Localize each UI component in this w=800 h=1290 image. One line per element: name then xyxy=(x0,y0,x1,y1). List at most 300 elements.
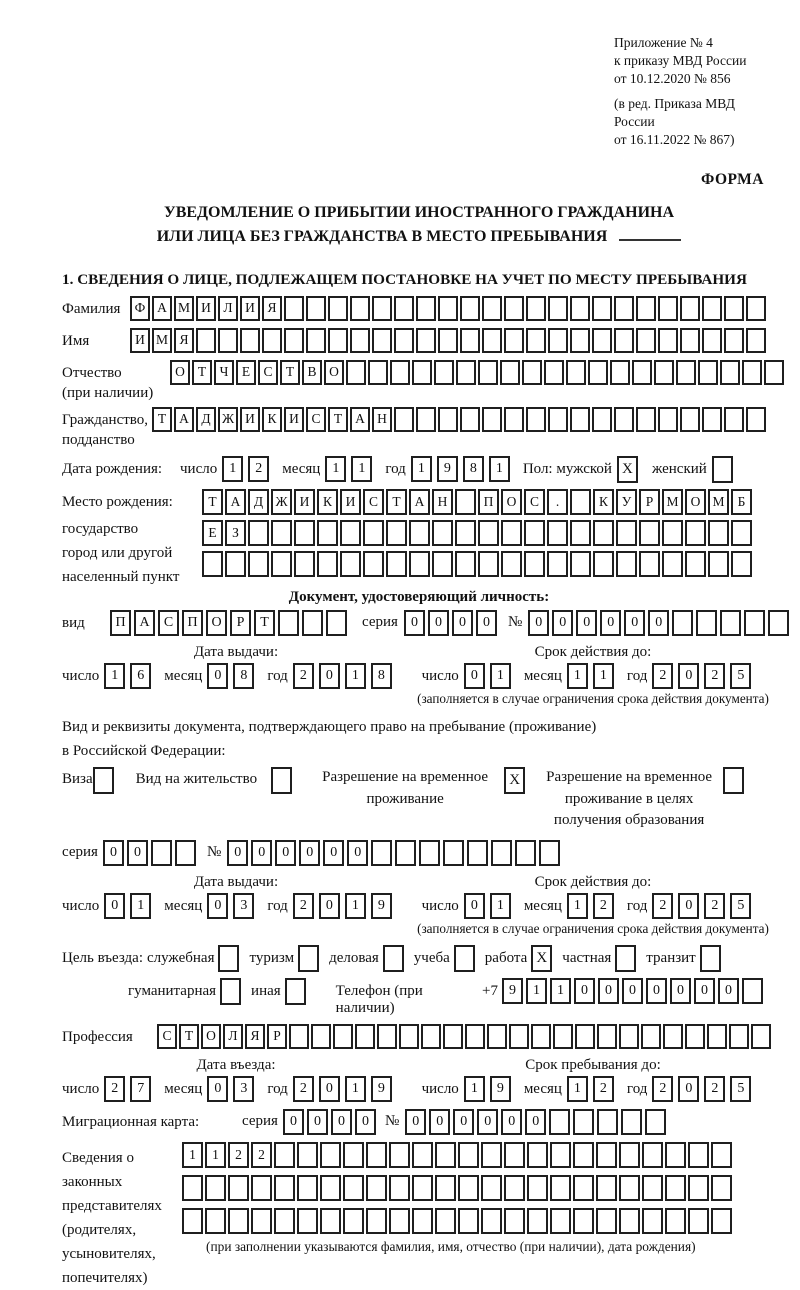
char-box[interactable]: Ч xyxy=(214,360,234,385)
char-box[interactable]: 1 xyxy=(526,978,547,1004)
char-box[interactable]: С xyxy=(363,489,384,515)
checkbox-cell[interactable] xyxy=(700,945,721,972)
char-box[interactable]: К xyxy=(593,489,614,515)
char-box[interactable] xyxy=(355,1024,375,1049)
char-box[interactable] xyxy=(443,1024,463,1049)
char-box[interactable]: 0 xyxy=(525,1109,546,1135)
char-box[interactable] xyxy=(416,407,436,432)
char-box[interactable]: 0 xyxy=(299,840,320,866)
char-box[interactable] xyxy=(636,328,656,353)
char-box[interactable]: 0 xyxy=(251,840,272,866)
char-box[interactable] xyxy=(460,328,480,353)
char-box[interactable] xyxy=(524,551,545,577)
char-box[interactable]: . xyxy=(547,489,568,515)
char-box[interactable] xyxy=(702,328,722,353)
char-box[interactable]: 1 xyxy=(345,893,366,919)
char-box[interactable] xyxy=(742,360,762,385)
char-box[interactable]: 2 xyxy=(704,1076,725,1102)
char-box[interactable] xyxy=(658,296,678,321)
char-box[interactable] xyxy=(639,551,660,577)
char-box[interactable] xyxy=(350,296,370,321)
char-box[interactable]: З xyxy=(225,520,246,546)
char-box[interactable] xyxy=(366,1175,387,1201)
char-box[interactable] xyxy=(570,520,591,546)
char-box[interactable]: 9 xyxy=(371,893,392,919)
char-box[interactable] xyxy=(509,1024,529,1049)
char-box[interactable] xyxy=(662,520,683,546)
char-box[interactable] xyxy=(592,328,612,353)
char-box[interactable]: 0 xyxy=(648,610,669,636)
char-box[interactable] xyxy=(746,296,766,321)
char-box[interactable]: 1 xyxy=(325,456,346,482)
char-box[interactable] xyxy=(632,360,652,385)
char-box[interactable] xyxy=(592,296,612,321)
char-box[interactable]: Т xyxy=(152,407,172,432)
char-box[interactable]: 0 xyxy=(104,893,125,919)
char-box[interactable] xyxy=(274,1175,295,1201)
checkbox-cell[interactable] xyxy=(383,945,404,972)
char-box[interactable] xyxy=(729,1024,749,1049)
char-box[interactable] xyxy=(491,840,512,866)
char-box[interactable] xyxy=(680,407,700,432)
char-box[interactable] xyxy=(680,296,700,321)
char-box[interactable] xyxy=(317,551,338,577)
char-box[interactable]: 1 xyxy=(222,456,243,482)
char-box[interactable] xyxy=(688,1142,709,1168)
char-box[interactable] xyxy=(544,360,564,385)
char-box[interactable]: 1 xyxy=(550,978,571,1004)
char-box[interactable] xyxy=(409,551,430,577)
char-box[interactable]: 0 xyxy=(429,1109,450,1135)
char-box[interactable] xyxy=(228,1208,249,1234)
char-box[interactable]: 0 xyxy=(678,663,699,689)
char-box[interactable]: Т xyxy=(202,489,223,515)
char-box[interactable]: 1 xyxy=(567,1076,588,1102)
char-box[interactable]: 0 xyxy=(355,1109,376,1135)
char-box[interactable] xyxy=(658,407,678,432)
char-box[interactable] xyxy=(619,1208,640,1234)
char-box[interactable] xyxy=(297,1142,318,1168)
char-box[interactable] xyxy=(456,360,476,385)
char-box[interactable]: 2 xyxy=(293,663,314,689)
char-box[interactable] xyxy=(566,360,586,385)
char-box[interactable]: И xyxy=(294,489,315,515)
char-box[interactable] xyxy=(151,840,172,866)
char-box[interactable]: М xyxy=(708,489,729,515)
char-box[interactable]: 2 xyxy=(652,893,673,919)
char-box[interactable] xyxy=(458,1142,479,1168)
char-box[interactable] xyxy=(614,328,634,353)
char-box[interactable]: 0 xyxy=(552,610,573,636)
char-box[interactable]: 2 xyxy=(593,1076,614,1102)
char-box[interactable]: 2 xyxy=(248,456,269,482)
char-box[interactable] xyxy=(614,407,634,432)
char-box[interactable] xyxy=(297,1175,318,1201)
char-box[interactable] xyxy=(688,1175,709,1201)
char-box[interactable] xyxy=(416,296,436,321)
char-box[interactable]: М xyxy=(174,296,194,321)
char-box[interactable] xyxy=(481,1175,502,1201)
char-box[interactable]: 9 xyxy=(490,1076,511,1102)
char-box[interactable]: 0 xyxy=(576,610,597,636)
char-box[interactable] xyxy=(596,1175,617,1201)
char-box[interactable]: 0 xyxy=(207,1076,228,1102)
char-box[interactable] xyxy=(274,1142,295,1168)
char-box[interactable]: 0 xyxy=(207,663,228,689)
char-box[interactable] xyxy=(248,520,269,546)
char-box[interactable]: 0 xyxy=(227,840,248,866)
char-box[interactable] xyxy=(182,1208,203,1234)
char-box[interactable] xyxy=(326,610,347,636)
char-box[interactable] xyxy=(435,1142,456,1168)
char-box[interactable] xyxy=(278,610,299,636)
char-box[interactable] xyxy=(588,360,608,385)
char-box[interactable] xyxy=(665,1175,686,1201)
char-box[interactable] xyxy=(438,296,458,321)
char-box[interactable] xyxy=(549,1109,570,1135)
char-box[interactable] xyxy=(573,1109,594,1135)
char-box[interactable] xyxy=(363,520,384,546)
char-box[interactable] xyxy=(284,296,304,321)
char-box[interactable] xyxy=(240,328,260,353)
char-box[interactable] xyxy=(672,610,693,636)
char-box[interactable] xyxy=(515,840,536,866)
char-box[interactable]: 2 xyxy=(593,893,614,919)
char-box[interactable] xyxy=(522,360,542,385)
char-box[interactable] xyxy=(320,1142,341,1168)
char-box[interactable]: 1 xyxy=(411,456,432,482)
char-box[interactable] xyxy=(742,978,763,1004)
char-box[interactable]: 2 xyxy=(652,663,673,689)
char-box[interactable] xyxy=(478,360,498,385)
char-box[interactable]: А xyxy=(350,407,370,432)
char-box[interactable]: А xyxy=(409,489,430,515)
char-box[interactable]: 1 xyxy=(351,456,372,482)
char-box[interactable]: 2 xyxy=(293,893,314,919)
char-box[interactable] xyxy=(409,520,430,546)
char-box[interactable]: 8 xyxy=(233,663,254,689)
checkbox-cell[interactable]: X xyxy=(617,456,638,483)
char-box[interactable] xyxy=(377,1024,397,1049)
checkbox-cell[interactable] xyxy=(218,945,239,972)
char-box[interactable]: Д xyxy=(196,407,216,432)
char-box[interactable] xyxy=(251,1175,272,1201)
char-box[interactable]: 1 xyxy=(489,456,510,482)
char-box[interactable]: 0 xyxy=(624,610,645,636)
char-box[interactable] xyxy=(395,840,416,866)
char-box[interactable]: 0 xyxy=(501,1109,522,1135)
char-box[interactable] xyxy=(550,1175,571,1201)
char-box[interactable]: С xyxy=(158,610,179,636)
char-box[interactable]: 1 xyxy=(345,1076,366,1102)
char-box[interactable]: 1 xyxy=(130,893,151,919)
char-box[interactable] xyxy=(698,360,718,385)
char-box[interactable] xyxy=(570,296,590,321)
char-box[interactable] xyxy=(460,296,480,321)
char-box[interactable]: 0 xyxy=(127,840,148,866)
char-box[interactable] xyxy=(504,1175,525,1201)
char-box[interactable] xyxy=(363,551,384,577)
char-box[interactable] xyxy=(311,1024,331,1049)
char-box[interactable] xyxy=(548,407,568,432)
char-box[interactable]: 7 xyxy=(130,1076,151,1102)
char-box[interactable] xyxy=(320,1175,341,1201)
char-box[interactable] xyxy=(482,328,502,353)
char-box[interactable]: Ф xyxy=(130,296,150,321)
char-box[interactable] xyxy=(218,328,238,353)
char-box[interactable] xyxy=(302,610,323,636)
char-box[interactable]: Д xyxy=(248,489,269,515)
char-box[interactable] xyxy=(399,1024,419,1049)
char-box[interactable] xyxy=(665,1142,686,1168)
char-box[interactable]: 9 xyxy=(502,978,523,1004)
char-box[interactable] xyxy=(394,296,414,321)
char-box[interactable]: 1 xyxy=(205,1142,226,1168)
char-box[interactable]: А xyxy=(152,296,172,321)
char-box[interactable] xyxy=(711,1142,732,1168)
char-box[interactable] xyxy=(343,1208,364,1234)
char-box[interactable] xyxy=(455,551,476,577)
char-box[interactable] xyxy=(501,551,522,577)
char-box[interactable]: Н xyxy=(432,489,453,515)
char-box[interactable] xyxy=(707,1024,727,1049)
char-box[interactable]: Б xyxy=(731,489,752,515)
char-box[interactable]: 0 xyxy=(347,840,368,866)
char-box[interactable] xyxy=(645,1109,666,1135)
char-box[interactable] xyxy=(443,840,464,866)
char-box[interactable]: Е xyxy=(202,520,223,546)
checkbox-cell[interactable]: X xyxy=(531,945,552,972)
char-box[interactable] xyxy=(680,328,700,353)
char-box[interactable]: Я xyxy=(245,1024,265,1049)
char-box[interactable]: И xyxy=(240,296,260,321)
char-box[interactable]: О xyxy=(685,489,706,515)
char-box[interactable] xyxy=(527,1175,548,1201)
char-box[interactable] xyxy=(284,328,304,353)
char-box[interactable]: 0 xyxy=(670,978,691,1004)
char-box[interactable]: У xyxy=(616,489,637,515)
char-box[interactable] xyxy=(458,1208,479,1234)
char-box[interactable] xyxy=(616,520,637,546)
char-box[interactable] xyxy=(389,1142,410,1168)
char-box[interactable] xyxy=(720,360,740,385)
char-box[interactable] xyxy=(455,520,476,546)
char-box[interactable] xyxy=(340,520,361,546)
char-box[interactable] xyxy=(501,520,522,546)
char-box[interactable]: П xyxy=(478,489,499,515)
char-box[interactable]: 0 xyxy=(319,663,340,689)
char-box[interactable] xyxy=(196,328,216,353)
char-box[interactable] xyxy=(416,328,436,353)
char-box[interactable] xyxy=(394,407,414,432)
char-box[interactable]: 0 xyxy=(453,1109,474,1135)
char-box[interactable] xyxy=(547,520,568,546)
char-box[interactable] xyxy=(596,1142,617,1168)
checkbox-cell[interactable] xyxy=(723,767,744,794)
char-box[interactable] xyxy=(636,407,656,432)
char-box[interactable]: Р xyxy=(267,1024,287,1049)
char-box[interactable]: И xyxy=(240,407,260,432)
char-box[interactable] xyxy=(724,407,744,432)
char-box[interactable]: Т xyxy=(179,1024,199,1049)
char-box[interactable] xyxy=(262,328,282,353)
char-box[interactable] xyxy=(665,1208,686,1234)
char-box[interactable] xyxy=(389,1175,410,1201)
char-box[interactable] xyxy=(435,1208,456,1234)
char-box[interactable] xyxy=(294,551,315,577)
char-box[interactable]: 1 xyxy=(567,663,588,689)
char-box[interactable] xyxy=(548,296,568,321)
char-box[interactable] xyxy=(731,520,752,546)
char-box[interactable]: 0 xyxy=(600,610,621,636)
char-box[interactable] xyxy=(205,1208,226,1234)
char-box[interactable] xyxy=(274,1208,295,1234)
char-box[interactable] xyxy=(389,1208,410,1234)
char-box[interactable]: 6 xyxy=(130,663,151,689)
checkbox-cell[interactable] xyxy=(712,456,733,483)
char-box[interactable] xyxy=(350,328,370,353)
char-box[interactable] xyxy=(654,360,674,385)
char-box[interactable] xyxy=(550,1208,571,1234)
char-box[interactable]: М xyxy=(152,328,172,353)
char-box[interactable] xyxy=(251,1208,272,1234)
char-box[interactable]: Я xyxy=(262,296,282,321)
char-box[interactable]: 0 xyxy=(477,1109,498,1135)
char-box[interactable] xyxy=(573,1175,594,1201)
char-box[interactable] xyxy=(478,551,499,577)
char-box[interactable]: Т xyxy=(280,360,300,385)
char-box[interactable] xyxy=(366,1142,387,1168)
char-box[interactable] xyxy=(592,407,612,432)
char-box[interactable] xyxy=(390,360,410,385)
char-box[interactable] xyxy=(482,296,502,321)
char-box[interactable]: В xyxy=(302,360,322,385)
char-box[interactable] xyxy=(289,1024,309,1049)
char-box[interactable]: Ж xyxy=(271,489,292,515)
char-box[interactable]: 1 xyxy=(567,893,588,919)
char-box[interactable] xyxy=(478,520,499,546)
char-box[interactable] xyxy=(711,1208,732,1234)
char-box[interactable]: 8 xyxy=(463,456,484,482)
char-box[interactable] xyxy=(343,1142,364,1168)
char-box[interactable] xyxy=(432,551,453,577)
char-box[interactable]: 1 xyxy=(490,893,511,919)
char-box[interactable]: Н xyxy=(372,407,392,432)
char-box[interactable] xyxy=(526,407,546,432)
char-box[interactable] xyxy=(202,551,223,577)
char-box[interactable] xyxy=(225,551,246,577)
char-box[interactable]: 0 xyxy=(319,893,340,919)
char-box[interactable] xyxy=(746,328,766,353)
char-box[interactable]: 1 xyxy=(182,1142,203,1168)
char-box[interactable] xyxy=(696,610,717,636)
char-box[interactable] xyxy=(570,551,591,577)
char-box[interactable] xyxy=(371,840,392,866)
char-box[interactable] xyxy=(746,407,766,432)
char-box[interactable] xyxy=(294,520,315,546)
char-box[interactable]: К xyxy=(262,407,282,432)
char-box[interactable] xyxy=(593,551,614,577)
char-box[interactable]: 0 xyxy=(528,610,549,636)
char-box[interactable] xyxy=(467,840,488,866)
char-box[interactable] xyxy=(412,1142,433,1168)
char-box[interactable] xyxy=(504,1208,525,1234)
char-box[interactable]: Л xyxy=(223,1024,243,1049)
char-box[interactable]: 5 xyxy=(730,1076,751,1102)
char-box[interactable] xyxy=(328,328,348,353)
char-box[interactable] xyxy=(346,360,366,385)
char-box[interactable]: 1 xyxy=(464,1076,485,1102)
char-box[interactable] xyxy=(711,1175,732,1201)
char-box[interactable] xyxy=(597,1024,617,1049)
char-box[interactable]: 0 xyxy=(622,978,643,1004)
char-box[interactable]: М xyxy=(662,489,683,515)
char-box[interactable]: 2 xyxy=(104,1076,125,1102)
char-box[interactable] xyxy=(685,1024,705,1049)
char-box[interactable]: Т xyxy=(254,610,275,636)
char-box[interactable] xyxy=(570,489,591,515)
char-box[interactable] xyxy=(720,610,741,636)
char-box[interactable] xyxy=(333,1024,353,1049)
char-box[interactable]: 0 xyxy=(404,610,425,636)
char-box[interactable]: С xyxy=(258,360,278,385)
char-box[interactable] xyxy=(458,1175,479,1201)
char-box[interactable]: 0 xyxy=(574,978,595,1004)
char-box[interactable]: О xyxy=(324,360,344,385)
char-box[interactable] xyxy=(593,520,614,546)
char-box[interactable] xyxy=(619,1175,640,1201)
char-box[interactable]: С xyxy=(524,489,545,515)
char-box[interactable] xyxy=(297,1208,318,1234)
char-box[interactable] xyxy=(539,840,560,866)
char-box[interactable] xyxy=(248,551,269,577)
char-box[interactable]: 0 xyxy=(598,978,619,1004)
char-box[interactable] xyxy=(724,296,744,321)
char-box[interactable]: 0 xyxy=(694,978,715,1004)
char-box[interactable] xyxy=(764,360,784,385)
char-box[interactable] xyxy=(658,328,678,353)
char-box[interactable] xyxy=(676,360,696,385)
char-box[interactable] xyxy=(421,1024,441,1049)
char-box[interactable] xyxy=(662,551,683,577)
char-box[interactable]: 0 xyxy=(103,840,124,866)
char-box[interactable] xyxy=(460,407,480,432)
char-box[interactable] xyxy=(526,296,546,321)
checkbox-cell[interactable] xyxy=(615,945,636,972)
checkbox-cell[interactable] xyxy=(93,767,114,794)
char-box[interactable] xyxy=(504,407,524,432)
char-box[interactable] xyxy=(526,328,546,353)
char-box[interactable]: 0 xyxy=(323,840,344,866)
char-box[interactable] xyxy=(768,610,789,636)
char-box[interactable] xyxy=(481,1208,502,1234)
char-box[interactable] xyxy=(527,1142,548,1168)
char-box[interactable] xyxy=(573,1208,594,1234)
char-box[interactable]: И xyxy=(284,407,304,432)
char-box[interactable] xyxy=(642,1175,663,1201)
char-box[interactable]: 2 xyxy=(704,893,725,919)
char-box[interactable] xyxy=(751,1024,771,1049)
char-box[interactable] xyxy=(575,1024,595,1049)
char-box[interactable]: С xyxy=(157,1024,177,1049)
char-box[interactable]: К xyxy=(317,489,338,515)
char-box[interactable]: 0 xyxy=(678,893,699,919)
char-box[interactable] xyxy=(306,296,326,321)
checkbox-cell[interactable] xyxy=(454,945,475,972)
char-box[interactable] xyxy=(465,1024,485,1049)
char-box[interactable] xyxy=(642,1208,663,1234)
char-box[interactable] xyxy=(182,1175,203,1201)
